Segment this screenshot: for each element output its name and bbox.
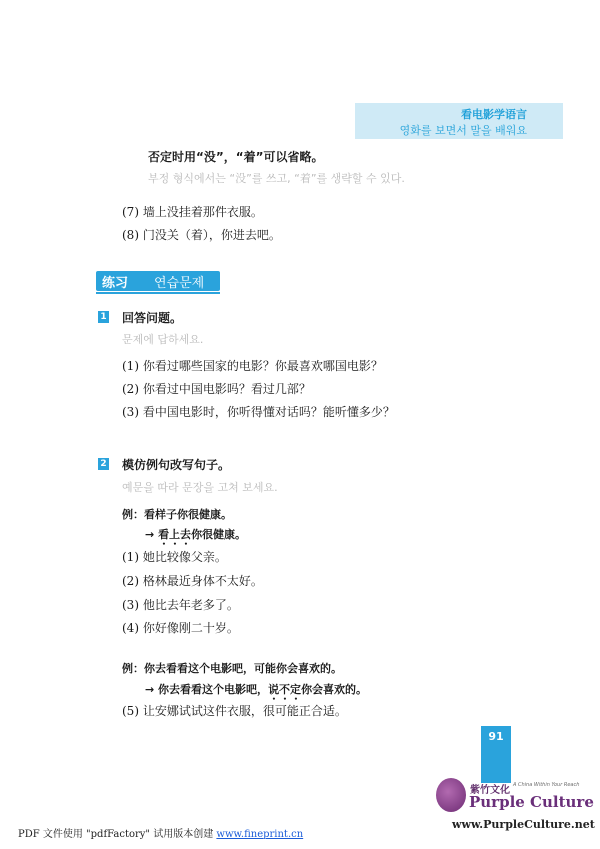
example-1-answer [145,526,246,548]
question-2-item-3: (3) 他比去年老多了。 [122,598,239,612]
chapter-title-kr: 영화를 보면서 말을 배워요 [399,124,527,137]
example-2-answer-post: 你会喜欢的。 [301,683,368,696]
question-1-item-2: (2) 你看过中国电影吗？看过几部？ [122,382,311,396]
grammar-note-kr: 부정 형식에서는 “没”를 쓰고, “着”를 생략할 수 있다. [148,172,405,185]
question-1-item-1: (1) 你看过哪些国家的电影？你最喜欢哪国电影？ [122,359,383,373]
example-2-answer-pre: 你去看看这个电影吧， [154,683,269,696]
example-sentence-8: (8) 门没关（着），你进去吧。 [122,228,281,242]
question-1-number: 1 [98,311,109,323]
question-1-item-3: (3) 看中国电影时，你听得懂对话吗？能听懂多少？ [122,405,395,419]
arrow-icon: → [145,683,155,696]
chapter-title-cn: 看电影学语言 [461,108,527,121]
example-1: 例：看样子你很健康。 [122,508,232,521]
example-1-answer-post: 你很健康。 [191,528,247,541]
question-2-item-2: (2) 格林最近身体不太好。 [122,574,263,588]
banner-underline [96,292,220,294]
question-2-number: 2 [98,458,109,470]
question-1-title: 回答问题。 [122,311,183,325]
question-1-subtitle: 문제에 답하세요. [122,333,204,346]
question-2-item-4: (4) 你好像刚二十岁。 [122,621,239,635]
logo-english-text: Purple Culture [469,793,594,811]
pdf-footer [18,825,303,840]
logo-chinese-text: 紫竹文化 [470,785,510,796]
page-number-tab [481,726,511,783]
example-2-emphasis: 说不定 [268,683,302,696]
practice-label-cn: 练习 [102,276,129,291]
question-2-title: 模仿例句改写句子。 [122,458,231,472]
purple-culture-logo-icon [436,778,466,812]
question-2-item-1: (1) 她比较像父亲。 [122,550,227,564]
question-2-subtitle: 예문을 따라 문장을 고쳐 보세요. [122,481,278,494]
example-2: 例：你去看看这个电影吧，可能你会喜欢的。 [122,662,342,675]
page-number: 91 [488,730,504,743]
logo-url: www.PurpleCulture.net [452,818,595,831]
example-sentence-7: (7) 墙上没挂着那件衣服。 [122,205,263,219]
example-1-emphasis: 看上去 [158,528,192,541]
footer-text: PDF 文件使用 "pdfFactory" 试用版本创建 [18,829,217,840]
example-2-answer [145,681,367,703]
practice-label-kr: 연습문제 [154,276,205,291]
logo-tagline: A China Within Your Reach [513,782,580,788]
question-2-item-5: (5) 让安娜试试这件衣服，很可能正合适。 [122,704,347,718]
practice-banner [96,271,220,291]
arrow-icon: → [145,528,155,541]
chapter-header-badge [355,103,563,139]
grammar-note-cn: 否定时用“没”，“着”可以省略。 [148,150,324,164]
footer-link[interactable]: www.fineprint.cn [216,829,304,840]
